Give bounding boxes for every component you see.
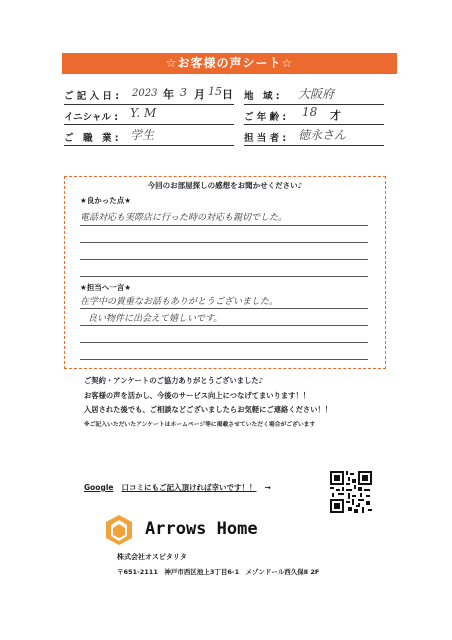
qr-code-icon[interactable] — [330, 471, 372, 513]
ruled-line — [80, 276, 368, 277]
date-label: ご 記 入 日 : — [64, 91, 120, 102]
initial-value: Y. M — [130, 106, 157, 120]
company-name: 株式会社オスピタリタ — [117, 553, 187, 561]
google-review-line — [84, 482, 271, 493]
company-address: 〒651-2111 神戸市西区池上3丁目6-1 メゾンドール西久保Ⅱ 2F — [117, 568, 320, 576]
thanks-message: ご契約・アンケートのご協力ありがとうございました♪ — [84, 376, 264, 385]
region-label: 地 域 : — [244, 91, 280, 102]
date-month-value: 3 — [180, 86, 187, 99]
day-unit: 日 — [222, 88, 233, 101]
year-unit: 年 — [163, 88, 174, 101]
date-day-value: 15 — [208, 85, 222, 98]
good-points-heading: ★良かった点★ — [80, 196, 131, 205]
ruled-line — [80, 242, 368, 243]
google-label: Google — [84, 483, 114, 492]
brand-name: Arrows Home — [145, 519, 258, 539]
age-unit: 才 — [330, 109, 341, 122]
sheet-title: ☆お客様の声シート☆ — [62, 53, 397, 74]
contact-message: 入居された後でも、ご相談などございましたらお気軽にご連絡ください！！ — [84, 405, 333, 414]
ruled-line — [80, 359, 368, 360]
ruled-line — [80, 325, 368, 326]
arrow-right-icon: → — [264, 483, 271, 492]
age-value: 18 — [302, 105, 318, 119]
staff-comment-line-1: 在学中の貴重なお話もありがとうございました。 — [80, 297, 279, 307]
staff-comment-heading: ★担当へ一言★ — [80, 283, 131, 292]
job-label: ご 職 業 : — [64, 133, 119, 144]
staff-label: 担 当 者 : — [244, 133, 287, 144]
ruled-line — [80, 342, 368, 343]
ruled-line — [80, 308, 368, 309]
house-logo-icon — [104, 514, 134, 546]
staff-comment-line-2: 良い物件に出会えて嬉しいです。 — [88, 314, 223, 324]
ruled-line — [80, 225, 368, 226]
google-review-text: 口コミにもご記入頂ければ幸いです！！ — [121, 483, 257, 492]
region-value: 大阪府 — [298, 87, 335, 101]
month-unit: 月 — [194, 88, 205, 101]
job-value: 学生 — [130, 128, 155, 142]
publication-note: ※ご記入いただいたアンケートはホームページ等に掲載させていただく場合がございます — [84, 422, 316, 428]
good-points-text: 電話対応も実際店に行った時の対応も親切でした。 — [80, 213, 288, 223]
service-message: お客様の声を活かし、今後のサービス向上につなげてまいります！！ — [84, 391, 311, 400]
age-label: ご 年 齢 : — [244, 112, 287, 123]
staff-value: 徳永さん — [298, 128, 347, 142]
date-year-value: 2023 — [132, 88, 158, 99]
initial-label: イニシャル : — [64, 112, 119, 123]
ruled-line — [80, 259, 368, 260]
survey-prompt: 今回のお部屋探しの感想をお聞かせください♪ — [147, 181, 303, 190]
